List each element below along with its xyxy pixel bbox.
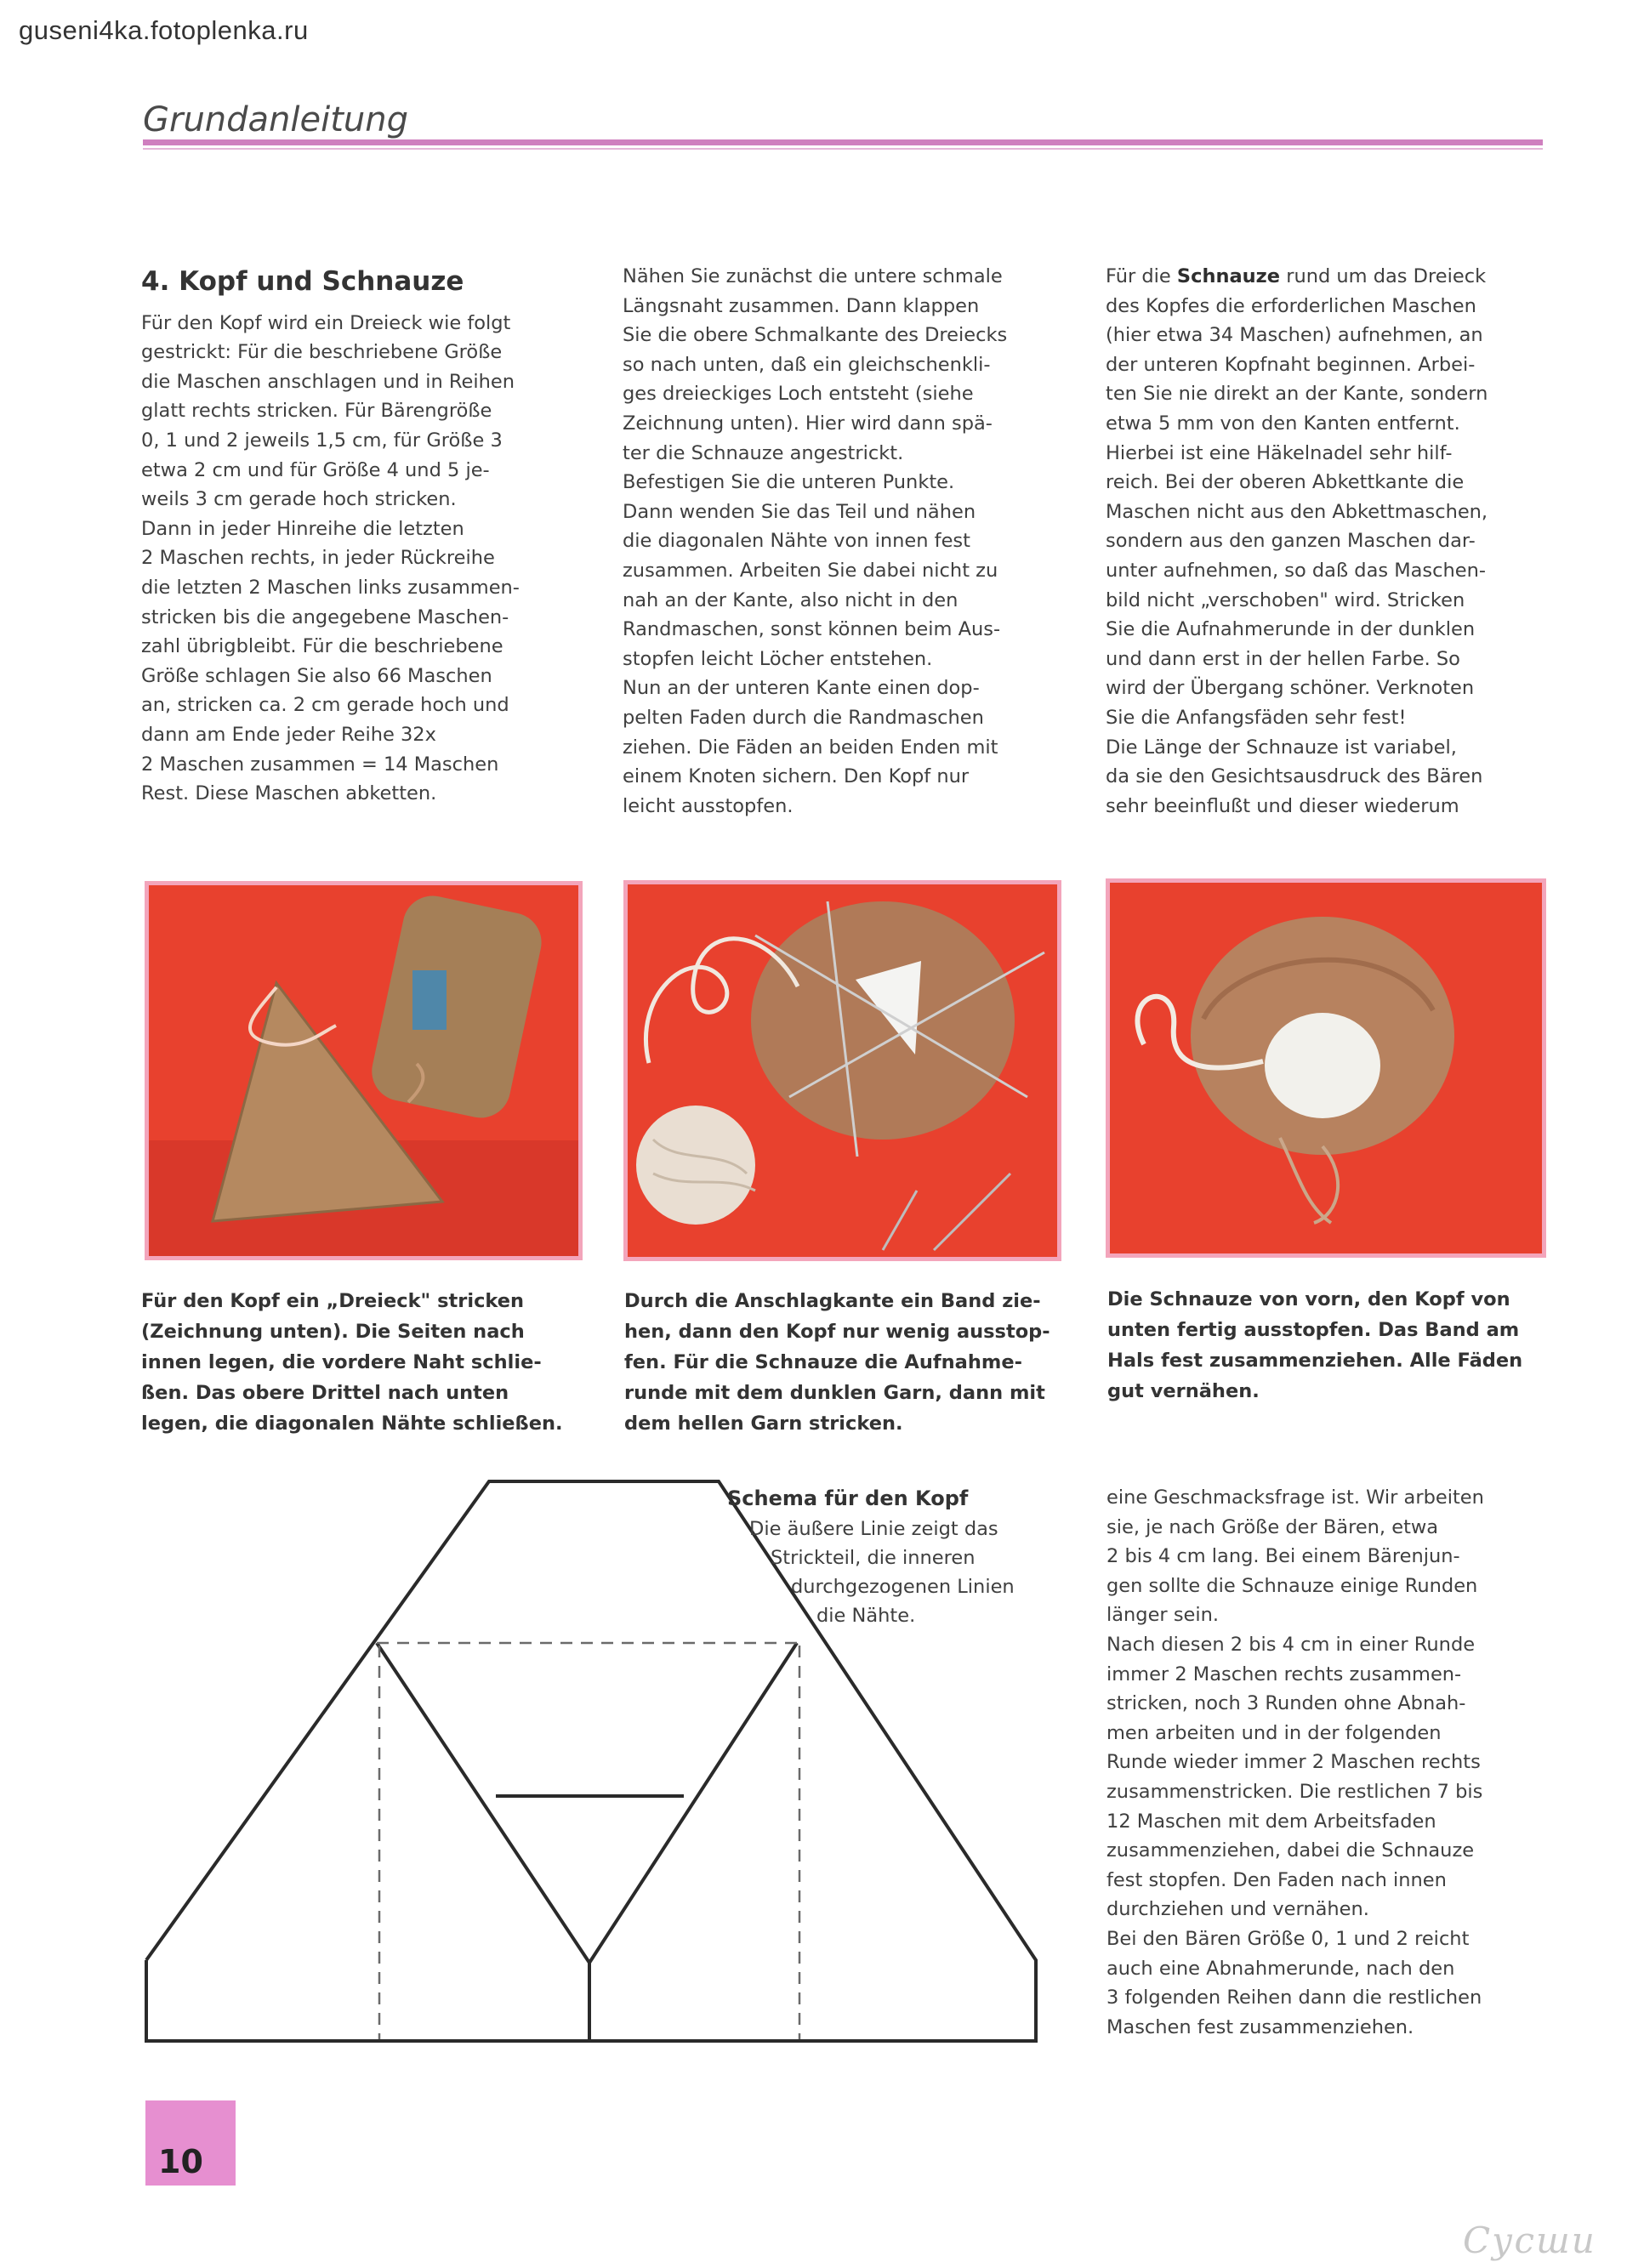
body-text-line: wird der Übergang schöner. Verknoten [1106,677,1475,700]
column-3 [1106,262,1565,821]
body-text-line: ges dreieckiges Loch entsteht (siehe [623,383,974,406]
body-text-line: 2 Maschen rechts, in jeder Rückreihe [141,547,495,570]
page-number: 10 [158,2143,203,2180]
body-text-line: Für den Kopf wird ein Dreieck wie folgt [141,311,511,334]
body-text-line: etwa 5 mm von den Kanten entfernt. [1106,412,1460,435]
body-text-line: Dann wenden Sie das Teil und nähen [623,500,976,523]
body-text-line: ter die Schnauze angestrickt. [623,441,904,464]
caption-line: gut vernähen. [1107,1380,1260,1402]
body-text-line: Hierbei ist eine Häkelnadel sehr hilf- [1106,441,1453,464]
body-text-line: 3 folgenden Reihen dann die restlichen [1106,1987,1482,2009]
body-text-line: die letzten 2 Maschen links zusammen- [141,576,520,599]
body-text-line: und dann erst in der hellen Farbe. So [1106,647,1460,670]
body-text-line: (hier etwa 34 Maschen) aufnehmen, an [1106,324,1483,347]
body-text-line: sie, je nach Größe der Bären, etwa [1106,1515,1439,1538]
caption-line: Hals fest zusammenziehen. Alle Fäden [1107,1350,1523,1372]
body-text-line: zusammen. Arbeiten Sie dabei nicht zu [623,559,998,582]
site-watermark: guseni4ka.fotoplenka.ru [19,15,309,45]
column-2 [623,262,1082,821]
body-text-line: nah an der Kante, also nicht in den [623,588,959,611]
body-text-line: leicht ausstopfen. [623,794,794,817]
body-text-line: Nähen Sie zunächst die untere schmale [623,265,1003,287]
body-text-line: weils 3 cm gerade hoch stricken. [141,488,457,511]
caption-line: dem hellen Garn stricken. [624,1413,903,1435]
body-text-line: Maschen fest zusammenziehen. [1106,2015,1414,2038]
column-1 [141,267,600,809]
body-text-line: dann am Ende jeder Reihe 32x [141,723,436,746]
header-rule [143,139,1543,145]
body-text-line: Befestigen Sie die unteren Punkte. [623,471,955,494]
body-text-line: Dann in jeder Hinreihe die letzten [141,517,464,540]
body-text-line: men arbeiten und in der folgenden [1106,1721,1442,1744]
body-text-line: die Maschen anschlagen und in Reihen [141,370,515,393]
body-text-line: Sie die obere Schmalkante des Dreiecks [623,324,1008,347]
caption-line: innen legen, die vordere Naht schlie- [141,1351,542,1373]
body-text-line: Zeichnung unten). Hier wird dann spä- [623,412,993,435]
body-text-line: da sie den Gesichtsausdruck des Bären [1106,765,1483,788]
body-text-line: 0, 1 und 2 jeweils 1,5 cm, für Größe 3 [141,429,503,452]
body-text-line: reich. Bei der oberen Abkettkante die [1106,471,1465,494]
corner-watermark: Сусши [1463,2220,1596,2261]
caption-photo-3 [1107,1284,1567,1407]
caption-line: unten fertig ausstopfen. Das Band am [1107,1319,1520,1341]
body-text-line: eine Geschmacksfrage ist. Wir arbeiten [1106,1486,1484,1509]
caption-line: legen, die diagonalen Nähte schließen. [141,1413,563,1435]
section-title: Grundanleitung [143,100,409,139]
body-text-line: Runde wieder immer 2 Maschen rechts [1106,1751,1481,1774]
body-text-line: der unteren Kopfnaht beginnen. Arbei- [1106,353,1476,376]
body-text-line: so nach unten, daß ein gleichschenkli- [623,353,991,376]
caption-line: hen, dann den Kopf nur wenig ausstop- [624,1321,1050,1343]
body-text-line: 2 bis 4 cm lang. Bei einem Bärenjun- [1106,1545,1460,1568]
col3-first-line: Für die Schnauze rund um das Dreieck [1106,265,1487,287]
body-text-line: ziehen. Die Fäden an beiden Enden mit [623,736,998,759]
body-text-line: glatt rechts stricken. Für Bärengröße [141,400,492,423]
schema-desc-line: Die äußere Linie zeigt das [749,1518,998,1540]
caption-line: (Zeichnung unten). Die Seiten nach [141,1321,525,1343]
body-text-line: ten Sie nie direkt an der Kante, sondern [1106,383,1488,406]
body-text-line: länger sein. [1106,1604,1220,1627]
schema-left-diagonal-seam [377,1643,589,1963]
body-text-line: sondern aus den ganzen Maschen dar- [1106,530,1476,553]
body-text-line: stopfen leicht Löcher entstehen. [623,647,933,670]
body-text-line: Randmaschen, sonst können beim Aus- [623,618,1001,641]
body-text-line: Bei den Bären Größe 0, 1 und 2 reicht [1106,1927,1470,1950]
body-text-line: 2 Maschen zusammen = 14 Maschen [141,753,499,776]
schema-desc-line: die Nähte. [816,1605,916,1627]
body-text-line: gen sollte die Schnauze einige Runden [1106,1574,1478,1597]
schema-right-diagonal-seam [589,1643,797,1963]
body-text-line: Sie die Anfangsfäden sehr fest! [1106,706,1407,729]
header-rule-thin [143,148,1543,150]
schema-desc-line: Strickteil, die inneren [771,1547,976,1569]
caption-line: ßen. Das obere Drittel nach unten [141,1382,509,1404]
body-text-line: etwa 2 cm und für Größe 4 und 5 je- [141,458,490,481]
photo-knitted-triangle [145,881,583,1260]
body-text-line: durchziehen und vernähen. [1106,1898,1369,1921]
body-text-line: Nach diesen 2 bis 4 cm in einer Runde [1106,1633,1476,1656]
body-text-line: zusammenstricken. Die restlichen 7 bis [1106,1780,1483,1803]
photo-finished-head [1106,878,1546,1258]
body-text-line: stricken, noch 3 Runden ohne Abnah- [1106,1692,1466,1715]
caption-line: Für den Kopf ein „Dreieck" stricken [141,1290,525,1312]
body-text-line: sehr beeinflußt und dieser wiederum [1106,794,1459,817]
body-text-line: einem Knoten sichern. Den Kopf nur [623,765,970,788]
body-text-line: zusammenziehen, dabei die Schnauze [1106,1839,1475,1862]
body-text-line: Längsnaht zusammen. Dann klappen [623,294,980,317]
caption-photo-1 [141,1286,600,1439]
body-text-line: pelten Faden durch die Randmaschen [623,706,984,729]
body-text-line: gestrickt: Für die beschriebene Größe [141,341,503,364]
body-text-line: Nun an der unteren Kante einen dop- [623,677,980,700]
body-text-line: Größe schlagen Sie also 66 Maschen [141,664,492,687]
photo-knitting-muzzle [623,880,1061,1261]
caption-photo-2 [624,1286,1084,1439]
body-text-line: bild nicht „verschoben" wird. Stricken [1106,588,1465,611]
body-text-line: immer 2 Maschen rechts zusammen- [1106,1663,1462,1685]
body-text-line: Die Länge der Schnauze ist variabel, [1106,736,1457,759]
body-text-line: die diagonalen Nähte von innen fest [623,530,970,553]
caption-line: fen. Für die Schnauze die Aufnahme- [624,1351,1022,1373]
body-text-line: des Kopfes die erforderlichen Maschen [1106,294,1476,317]
body-text-line: Sie die Aufnahmerunde in der dunklen [1106,618,1476,641]
body-text-line: fest stopfen. Den Faden nach innen [1106,1868,1447,1891]
body-text-line: zahl übrigbleibt. Für die beschriebene [141,635,503,658]
caption-line: Durch die Anschlagkante ein Band zie- [624,1290,1041,1312]
schema-desc-line: durchgezogenen Linien [791,1576,1015,1598]
body-text-line: unter aufnehmen, so daß das Maschen- [1106,559,1487,582]
schema-title: Schema für den Kopf [727,1486,969,1510]
column-3-bottom [1106,1483,1566,2042]
body-text-line: 12 Maschen mit dem Arbeitsfaden [1106,1810,1436,1833]
body-text-line: Maschen nicht aus den Abkettmaschen, [1106,500,1488,523]
body-text-line: Rest. Diese Maschen abketten. [141,782,437,805]
body-text-line: auch eine Abnahmerunde, nach den [1106,1957,1455,1980]
caption-line: runde mit dem dunklen Garn, dann mit [624,1382,1045,1404]
body-text-line: stricken bis die angegebene Maschen- [141,605,509,628]
section-heading: 4. Kopf und Schnauze [141,266,464,297]
caption-line: Die Schnauze von vorn, den Kopf von [1107,1288,1510,1310]
body-text-line: an, stricken ca. 2 cm gerade hoch und [141,694,509,717]
